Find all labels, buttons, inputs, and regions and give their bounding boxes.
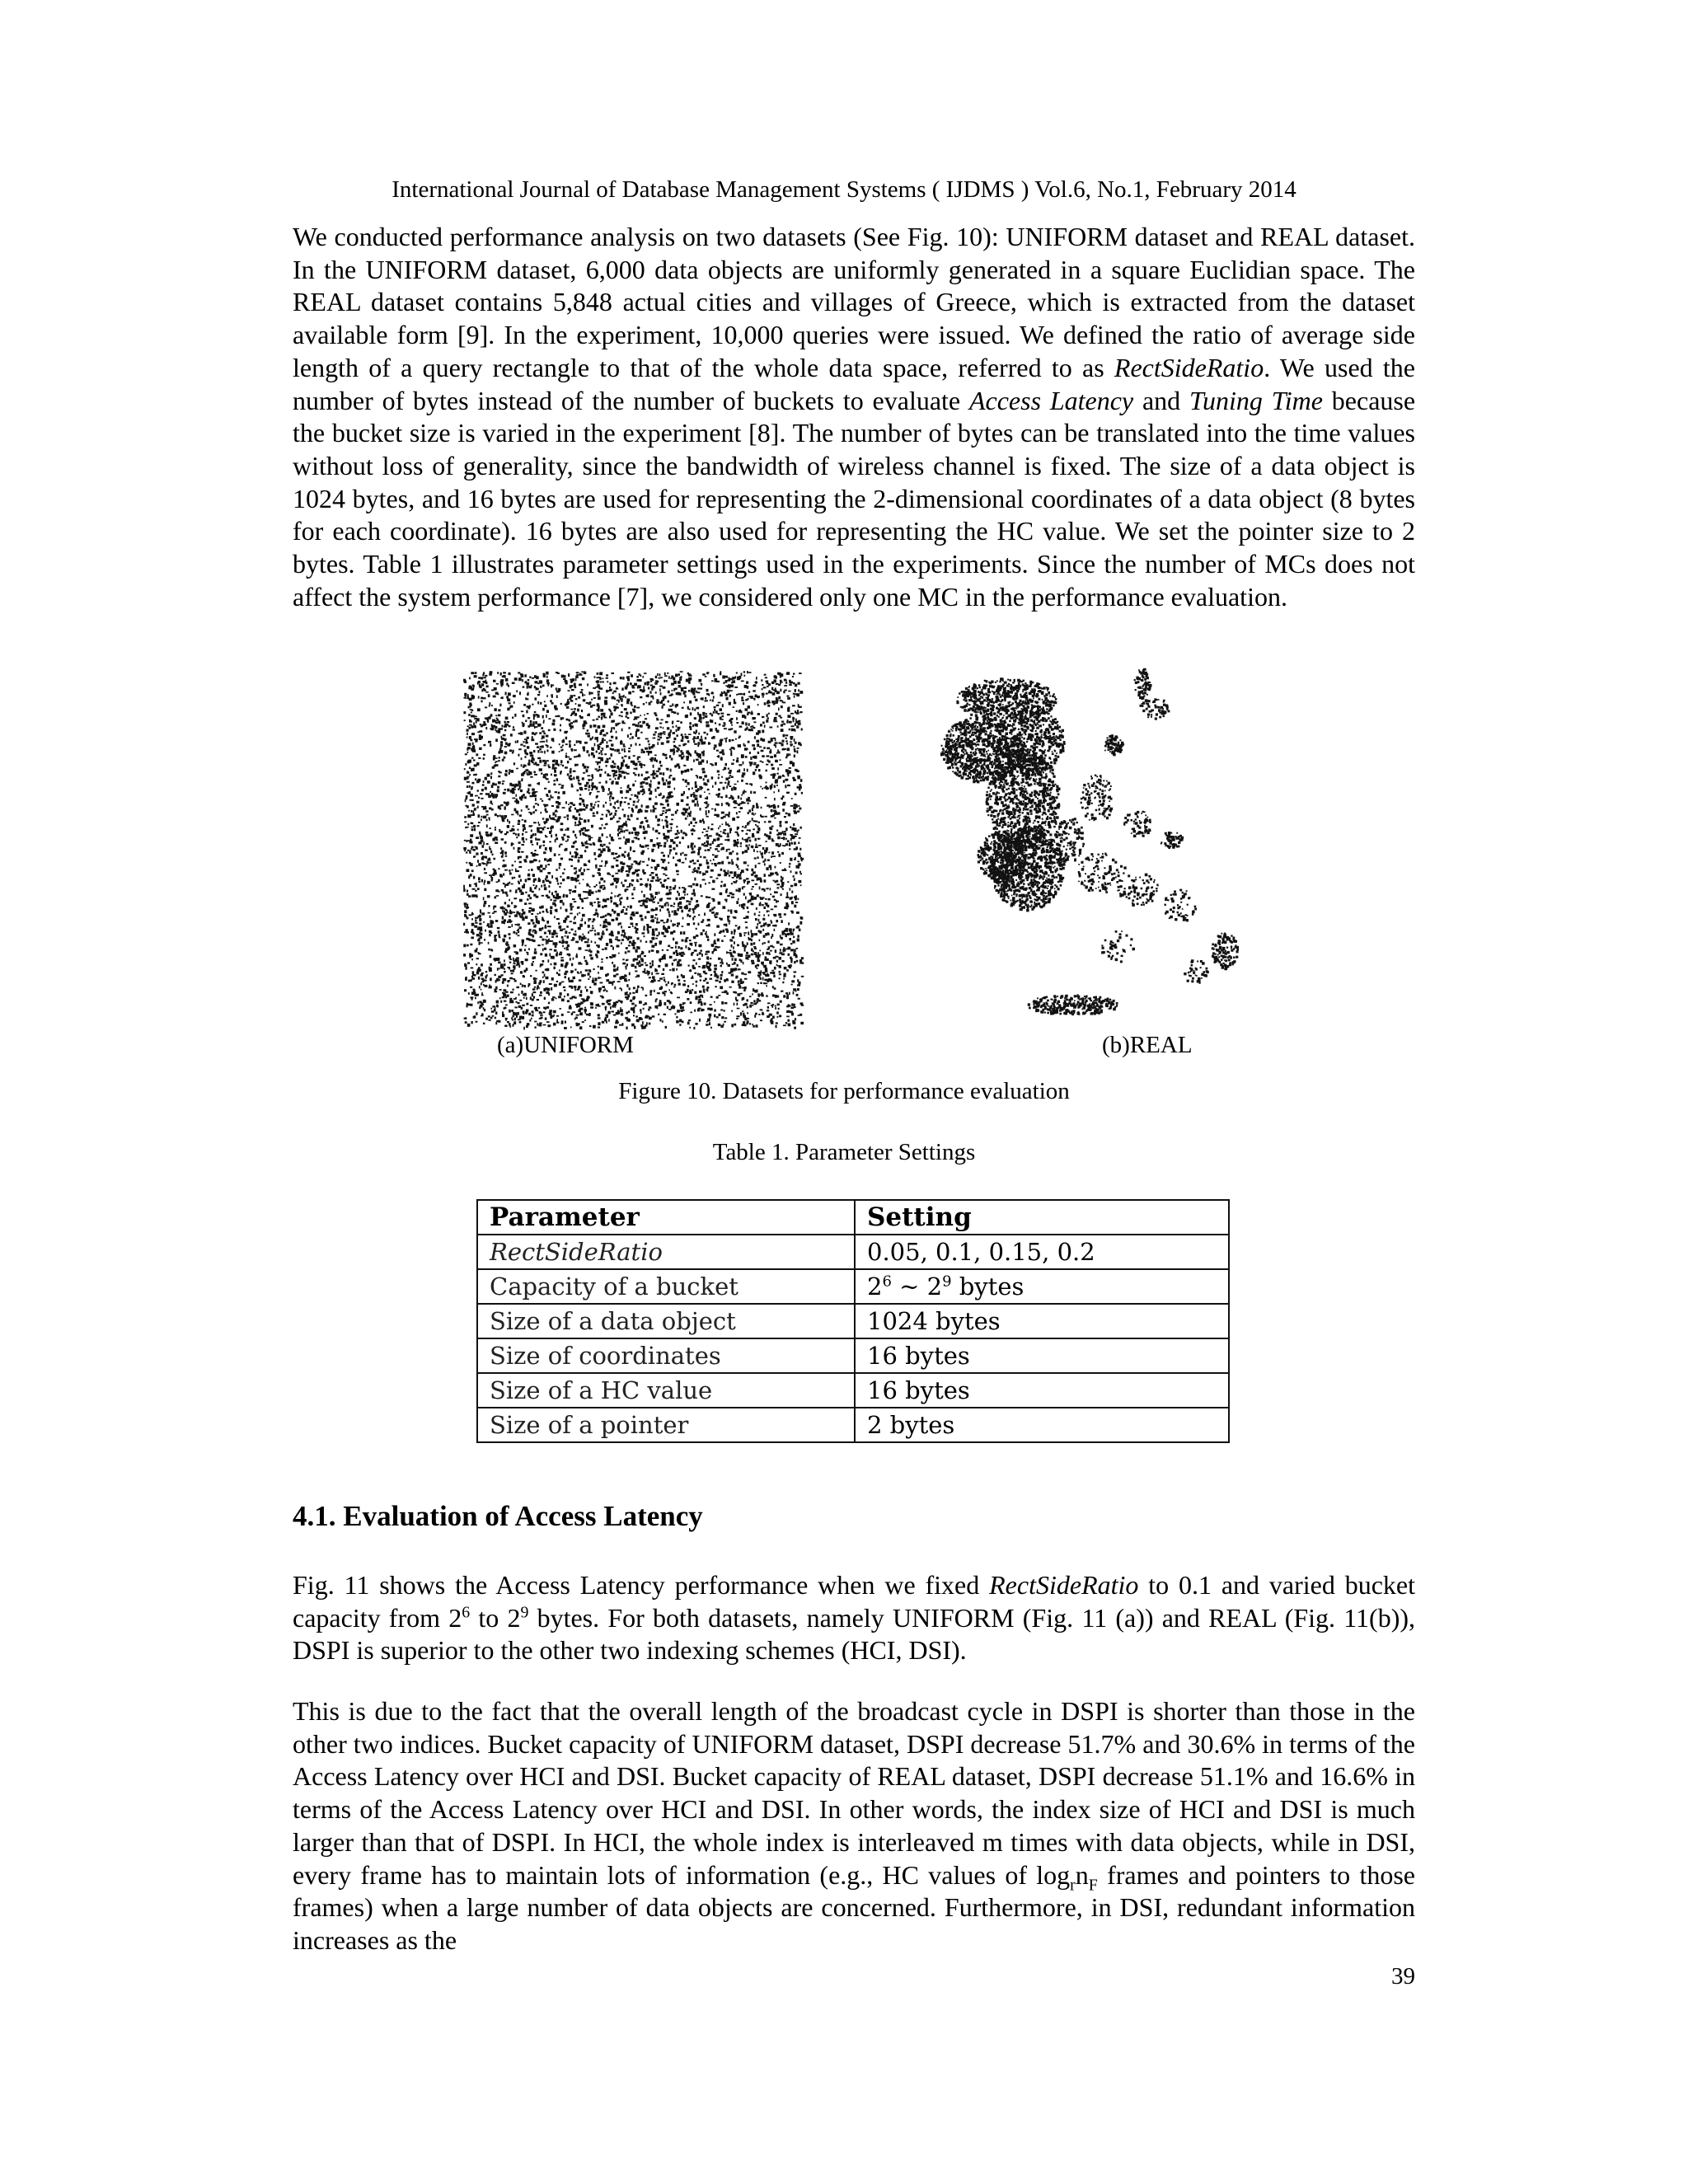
table-row bbox=[477, 1373, 1229, 1408]
table-cell-parameter: Size of a pointer bbox=[477, 1408, 855, 1442]
figure-caption: Figure 10. Datasets for performance evaluation bbox=[618, 1078, 1070, 1104]
table-row bbox=[477, 1408, 1229, 1442]
table-header-cell: Parameter bbox=[477, 1200, 855, 1235]
uniform-dataset-scatter bbox=[462, 669, 804, 1030]
section-heading: 4.1. Evaluation of Access Latency bbox=[293, 1500, 703, 1532]
table-cell-parameter: Size of coordinates bbox=[477, 1338, 855, 1373]
table-cell-setting: 1024 bytes bbox=[855, 1304, 1229, 1338]
table-header-row bbox=[477, 1200, 1229, 1235]
paragraph-access-latency-intro: Fig. 11 shows the Access Latency performance when we fixed RectSideRatio to 0.1 and varied bucket capacity from $2^6$ to $2^9$ bytes. For both datasets, namely UNIFORM (Fig. 11 (a)) and REAL (Fig. 11(b)), DSPI is superior to the other two indexing schemes (HCI, DSI). bbox=[293, 1570, 1416, 1666]
table-row bbox=[477, 1235, 1229, 1269]
journal-header: International Journal of Database Management Systems ( IJDMS ) Vol.6, No.1, February 2014 bbox=[392, 176, 1296, 203]
parameter-settings-table bbox=[476, 1199, 1230, 1443]
table-cell-parameter: Size of a HC value bbox=[477, 1373, 855, 1408]
page-number: 39 bbox=[1391, 1963, 1415, 1990]
table-caption: Table 1. Parameter Settings bbox=[712, 1139, 976, 1165]
subfigure-label-uniform: (a)UNIFORM bbox=[497, 1032, 634, 1058]
table-cell-setting: 16 bytes bbox=[855, 1338, 1229, 1373]
subfigure-label-real: (b)REAL bbox=[1102, 1032, 1193, 1058]
paragraph-datasets: We conducted performance analysis on two datasets (See Fig. 10): UNIFORM dataset and REAL dataset. In the UNIFORM dataset, 6,000 data objects are uniformly generated in a square Euclidian space. The REAL dataset contains 5,848 actual cities and villages of Greece, which is extracted from the dataset available form [9]. In the experiment, 10,000 queries were issued. We defined the ratio of average side length of a query rectangle to that of the whole data space, referred to as RectSideRatio. We used the number of bytes instead of the number of buckets to evaluate Access Latency and Tuning Time because the bucket size is varied in the experiment [8]. The number of bytes can be translated into the time values without loss of generality, since the bandwidth of wireless channel is fixed. The size of a data object is 1024 bytes, and 16 bytes are used for representing the 2-dimensional coordinates of a data object (8 bytes for each coordinate). 16 bytes are also used for representing the HC value. We set the pointer size to 2 bytes. Table 1 illustrates parameter settings used in the experiments. Since the number of MCs does not affect the system performance [7], we considered only one MC in the performance evaluation. bbox=[293, 222, 1416, 612]
table-header-cell: Setting bbox=[855, 1200, 1229, 1235]
table-row bbox=[477, 1304, 1229, 1338]
table-cell-setting: 0.05, 0.1, 0.15, 0.2 bbox=[855, 1235, 1229, 1269]
table-cell-parameter: Size of a data object bbox=[477, 1304, 855, 1338]
table-cell-setting: $2^6$ ~ $2^9$ bytes bbox=[855, 1269, 1229, 1304]
table-cell-parameter: RectSideRatio bbox=[477, 1235, 855, 1269]
paragraph-access-latency-analysis: This is due to the fact that the overall length of the broadcast cycle in DSPI is shorter than those in the other two indices. Bucket capacity of UNIFORM dataset, DSPI decrease 51.7% and 30.6% in terms of the Access Latency over HCI and DSI. Bucket capacity of REAL dataset, DSPI decrease 51.1% and 16.6% in terms of the Access Latency over HCI and DSI. In other words, the index size of HCI and DSI is much larger than that of DSPI. In HCI, the whole index is interleaved m times with data objects, while in DSI, every frame has to maintain lots of information (e.g., HC values of $\log_rn_F$ frames and pointers to those frames) when a large number of data objects are concerned. Furthermore, in DSI, redundant information increases as the bbox=[293, 1696, 1416, 1955]
table-cell-setting: 2 bytes bbox=[855, 1408, 1229, 1442]
table-cell-setting: 16 bytes bbox=[855, 1373, 1229, 1408]
real-dataset-greece-map bbox=[923, 666, 1253, 1038]
table-cell-parameter: Capacity of a bucket bbox=[477, 1269, 855, 1304]
table-row bbox=[477, 1269, 1229, 1304]
table-row bbox=[477, 1338, 1229, 1373]
